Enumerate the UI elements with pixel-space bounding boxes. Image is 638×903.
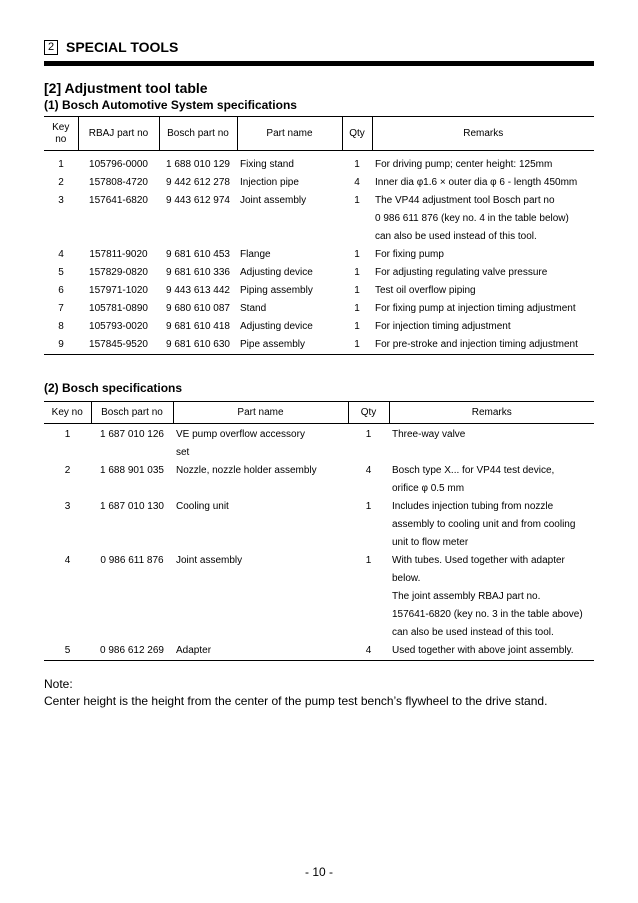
cell-name: VE pump overflow accessory [176,429,305,440]
cell-qty [348,444,389,462]
cell-remarks: can also be used instead of this tool. [375,231,537,242]
col-bosch: Bosch part no [91,402,173,424]
table-row [44,606,594,624]
cell-remarks: The joint assembly RBAJ part no. [392,591,541,602]
cell-name: Injection pipe [240,177,299,188]
cell-key [44,624,91,642]
cell-name [173,570,348,588]
table-row [44,174,594,192]
cell-qty: 1 [354,195,360,206]
cell-name: Piping assembly [240,285,313,296]
cell-key: 1 [58,159,64,170]
cell-remarks [389,444,594,462]
cell-bosch [91,624,173,642]
cell-remarks: For adjusting regulating valve pressure [375,267,548,278]
col-rbaj: RBAJ part no [78,117,159,151]
table-row [44,444,594,462]
cell-bosch: 1 687 010 126 [100,429,164,440]
cell-key: 5 [58,267,64,278]
table-row [44,264,594,282]
cell-bosch [91,570,173,588]
cell-remarks: assembly to cooling unit and from cooling [392,519,576,530]
note-text: Center height is the height from the center of the pump test bench’s flywheel to the drive stand. [44,694,548,708]
cell-name [237,210,342,228]
col-part-name: Part name [173,402,348,424]
cell-remarks: For driving pump; center height: 125mm [375,159,553,170]
table-row [44,336,594,355]
cell-remarks: For fixing pump at injection timing adjustment [375,303,576,314]
cell-key: 6 [58,285,64,296]
cell-bosch [159,228,237,246]
table-row [44,228,594,246]
table-row [44,424,594,445]
cell-key: 2 [64,465,71,476]
cell-name: Adjusting device [240,321,313,332]
cell-rbaj: 105781-0890 [89,303,148,314]
cell-rbaj: 105796-0000 [89,159,148,170]
cell-bosch: 9 681 610 453 [166,249,230,260]
cell-key [44,210,78,228]
cell-name: Fixing stand [240,159,294,170]
cell-rbaj: 157845-9520 [78,336,159,355]
cell-remarks: Bosch type X... for VP44 test device, [392,465,555,476]
cell-name: Joint assembly [240,195,307,206]
table-row [44,210,594,228]
table-row [44,192,594,210]
cell-qty: 1 [342,336,372,355]
cell-name: Adapter [173,642,348,661]
table2-heading: (2) Bosch specifications [44,381,183,395]
col-remarks: Remarks [389,402,594,424]
cell-bosch: 0 986 612 269 [91,642,173,661]
cell-remarks: below. [392,573,421,584]
table-row [44,300,594,318]
cell-remarks: For injection timing adjustment [375,321,511,332]
cell-name: Joint assembly [176,555,243,566]
cell-key: 4 [64,555,71,566]
cell-rbaj: 157829-0820 [89,267,148,278]
cell-bosch [159,210,237,228]
cell-name: set [176,447,190,458]
cell-key: 9 [44,336,78,355]
cell-bosch: 9 681 610 336 [166,267,230,278]
cell-qty [348,606,389,624]
table-row [44,480,594,498]
cell-name: Adjusting device [240,267,313,278]
cell-bosch: 1 688 901 035 [100,465,164,476]
cell-key [44,588,91,606]
cell-rbaj: 105793-0020 [89,321,148,332]
cell-key [44,444,91,462]
col-qty: Qty [348,402,389,424]
cell-qty [348,534,389,552]
table-row [44,624,594,642]
cell-bosch: 0 986 611 876 [100,555,164,566]
cell-qty: 1 [354,321,360,332]
note [44,676,547,710]
cell-name: Nozzle, nozzle holder assembly [176,465,317,476]
cell-qty: 4 [365,465,372,476]
cell-qty [348,570,389,588]
cell-key [44,606,91,624]
table1-heading: (1) Bosch Automotive System specifications [44,98,297,112]
cell-key: 4 [58,249,64,260]
cell-name [173,480,348,498]
cell-bosch [91,606,173,624]
cell-remarks: unit to flow meter [392,537,469,548]
cell-qty [348,588,389,606]
cell-key: 8 [58,321,64,332]
table-row [44,282,594,300]
note-label: Note: [44,677,73,691]
table-row [44,570,594,588]
cell-remarks: Three-way valve [392,429,466,440]
cell-remarks: Inner dia φ1.6 × outer dia φ 6 - length 450mm [375,177,578,188]
page-number: - 10 - [304,865,333,879]
cell-name [173,588,348,606]
cell-bosch [91,480,173,498]
cell-key: 3 [58,195,64,206]
cell-key: 1 [64,429,71,440]
cell-name [173,534,348,552]
cell-bosch: 1 688 010 129 [166,159,230,170]
cell-rbaj: 157811-9020 [89,249,148,260]
cell-qty [348,480,389,498]
cell-remarks: Test oil overflow piping [375,285,476,296]
bosch-automotive-table [44,116,594,355]
cell-bosch [91,516,173,534]
cell-name: Stand [240,303,267,314]
cell-name [173,624,348,642]
cell-qty [348,624,389,642]
cell-qty: 1 [365,555,372,566]
bosch-table [44,401,594,661]
table-row [44,462,594,480]
cell-rbaj [78,210,159,228]
cell-name [237,228,342,246]
col-part-name: Part name [237,117,342,151]
cell-key: 3 [64,501,71,512]
cell-bosch: 9 443 613 442 [166,285,230,296]
col-remarks: Remarks [372,117,594,151]
cell-key: 7 [58,303,64,314]
table-row [44,318,594,336]
table-row [44,498,594,516]
cell-remarks: With tubes. Used together with adapter [392,555,565,566]
cell-qty: 1 [354,303,360,314]
cell-name: Cooling unit [176,501,229,512]
cell-name [173,516,348,534]
cell-qty: 1 [354,285,360,296]
cell-remarks: For fixing pump [375,249,444,260]
cell-name: Flange [240,249,271,260]
cell-remarks: Used together with above joint assembly. [389,642,594,661]
table-row [44,552,594,570]
cell-key [44,480,91,498]
cell-remarks: can also be used instead of this tool. [392,627,554,638]
section-header [44,39,178,55]
table-row [44,642,594,661]
cell-key [44,516,91,534]
cell-remarks: 157641-6820 (key no. 3 in the table above) [392,609,583,620]
cell-remarks: 0 986 611 876 (key no. 4 in the table below) [375,213,569,224]
cell-name [173,606,348,624]
col-qty: Qty [342,117,372,151]
col-key: Key no [44,402,91,424]
cell-bosch: 9 681 610 630 [159,336,237,355]
cell-qty [348,516,389,534]
cell-rbaj: 157971-1020 [89,285,148,296]
cell-qty: 1 [365,429,372,440]
cell-bosch: 1 687 010 130 [100,501,164,512]
cell-key [44,570,91,588]
cell-qty: 4 [354,177,360,188]
cell-bosch [91,588,173,606]
cell-key [44,534,91,552]
cell-key: 5 [44,642,91,661]
cell-qty [342,210,372,228]
table-row [44,516,594,534]
col-key: Key no [44,117,78,151]
table-row [44,534,594,552]
section-title: SPECIAL TOOLS [66,39,179,55]
cell-remarks: For pre-stroke and injection timing adjustment [372,336,594,355]
cell-bosch: 9 680 610 087 [166,303,230,314]
table-row [44,246,594,264]
cell-qty: 1 [354,267,360,278]
cell-qty: 4 [348,642,389,661]
cell-qty: 1 [354,249,360,260]
cell-bosch: 9 681 610 418 [166,321,230,332]
cell-bosch [91,534,173,552]
section-number: 2 [44,40,58,55]
cell-qty [342,228,372,246]
cell-remarks: Includes injection tubing from nozzle [392,501,554,512]
header-rule [44,61,594,66]
page-title: [2] Adjustment tool table [44,80,208,96]
cell-remarks: orifice φ 0.5 mm [392,483,465,494]
cell-qty: 1 [354,159,360,170]
table-row [44,151,594,175]
cell-name: Pipe assembly [237,336,342,355]
cell-key: 2 [58,177,64,188]
cell-rbaj: 157641-6820 [89,195,148,206]
cell-bosch [91,444,173,462]
cell-bosch: 9 442 612 278 [166,177,230,188]
cell-rbaj [78,228,159,246]
cell-key [44,228,78,246]
cell-remarks: The VP44 adjustment tool Bosch part no [375,195,555,206]
cell-qty: 1 [365,501,372,512]
col-bosch: Bosch part no [159,117,237,151]
table-row [44,588,594,606]
cell-bosch: 9 443 612 974 [166,195,230,206]
cell-rbaj: 157808-4720 [89,177,148,188]
